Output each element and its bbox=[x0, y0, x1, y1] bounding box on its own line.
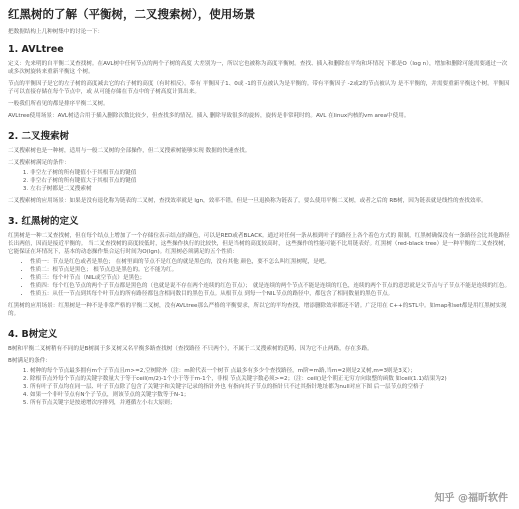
section-heading-bst: 2. 二叉搜索树 bbox=[8, 131, 70, 142]
list-item: 5. 所有节点关键字是按递增次序排列，并遵循左小右大原则； bbox=[30, 399, 511, 407]
article-title: 红黑树的了解（平衡树，二叉搜索树），使用场景 bbox=[8, 7, 256, 21]
paragraph: B树和平衡二叉树稍有不同的是B树属于多叉树又名平衡多路查找树（查找路径 不只两个），不属于二叉搜索树的范畴，因为它不止两路，存在多路。 bbox=[8, 346, 373, 352]
watermark: 知乎 @福昕软件 bbox=[432, 488, 511, 505]
list-item: 1. 非空左子树的所有键值小于其根节点的键值 bbox=[30, 169, 511, 177]
btree-conditions-list bbox=[8, 367, 511, 407]
paragraph: 红黑树的应用场景：红黑树是一种不是非常严格的平衡二叉树，没有AVLtree那么严格的平衡要求，所以它的平均查找，增添删除效率都还不错。广泛用在 C++的STL中。如map和set都是用红黑树实现的。 bbox=[8, 303, 507, 317]
paragraph: 二叉搜索树满足的条件： bbox=[8, 160, 70, 166]
paragraph: 红黑树是一种二叉查找树，但在每个结点上增加了一个存储位表示结点的颜色，可以是RED或者BLACK。通过对任何一条从根到叶子的路径上各个着色方式的 限制，红黑树确保没有一条路径会比其他路径长出两倍，因而是接近平衡的。 当二叉查找树的高度较低时，这些操作执行的比较快，但是当树的高度较高时， 这些操作的性能可能不比用链表好。红黑树（red-black tree）是一种平衡的二叉查找树，它能保证在坏情况下，基本的动态操作集合运行时间为O(lgn)。红黑树必须满足的五个性质： bbox=[8, 233, 510, 255]
section-heading-rbtree: 3. 红黑树的定义 bbox=[8, 216, 79, 227]
paragraph: 定义：先来明的自平衡二叉查找树。在AVL树中任何节点的两个子树的高度 大差别为一，所以它也被称为高度平衡树。查找、插入和删除在平均和坏情况 下都是O（log n），增加和删除可能需要通过一次或多次树旋转来重新平衡这 个树。 bbox=[8, 61, 508, 75]
paragraph: 节点的平衡因子是它的左子树的高度减去它的右子树的高度（有时相反）。带有 平衡因子1、0或 -1的节点被认为是平衡的。带有平衡因子 -2或2的节点被认为 是不平衡的，并需要重新平衡这个树。平衡因子可以直接存储在每个节点中，或 从可能存储在节点中的子树高度计算出来。 bbox=[8, 81, 510, 95]
list-item: 3. 左右子树都是二叉搜索树 bbox=[30, 185, 511, 193]
list-item: • 性质五：从任一节点到其每个叶节点的所有路径都包含相同数目的黑色节点。从根节点 到每一个NIL节点的路径中，都包含了相同数量的黑色节点。 bbox=[30, 290, 511, 298]
paragraph: 一般我们所看见的都是排序平衡二叉树。 bbox=[8, 101, 109, 107]
list-item: • 性质二：根节点是黑色； 根节点总是黑色的。它不能为红。 bbox=[30, 266, 511, 274]
list-item: 2. 除根节点外每个节点的关键字数量大于等于ceil(m/2)-1个小于等于m-1个，非根 节点关键字数必须>=2；（注：ceil()是个朝正无穷方向取整的函数 如ceil(1.1)结果为2) bbox=[30, 375, 511, 383]
list-item: • 性质四：每个红色节点的两个子节点都是黑色的（也就是说不存在两个连续的红色节点）； 就是连续的两个节点不能是连续的红色，连续的两个节点的意思就是父节点与子节点不能是连续的红色。 bbox=[30, 282, 511, 290]
list-item: • 性质一：节点是红色或者是黑色； 在树里面的节点不是红色的就是黑色的，没有其他 颜色，要不怎么叫红黑树呢，是吧。 bbox=[30, 258, 511, 266]
section-heading-btree: 4. B树定义 bbox=[8, 329, 58, 340]
list-item: 1. 树种的每个节点最多拥有m个子节点且m>=2,空树除外（注：m阶代表一个树节 点最多有多少个查找路径，m阶=m路,当m=2则是2叉树,m=3则是3叉）； bbox=[30, 367, 511, 375]
paragraph: B树满足的条件： bbox=[8, 358, 51, 364]
paragraph: 二叉搜索树的应用场景：如果是没有退化称为链表的二叉树，查找效率就是 lgn，效率不错，但是一旦退换称为链表了，要么使用平衡二叉树，或者之后的 RB树，因为链表就是线性的查找效率。 bbox=[8, 198, 487, 204]
list-item: 3. 所有叶子节点均在同一层、叶子节点除了包含了关键字和关键字记录的指针外也 有指向其子节点的指针只不过其指针地址都为null对应下图 后一层节点的空格子 bbox=[30, 383, 511, 391]
intro-text: 把数据结构上几种树集中的讨论一下： bbox=[8, 29, 104, 35]
list-item: 4. 如果一个非叶节点有N个子节点，则该节点的关键字数等于N-1； bbox=[30, 391, 511, 399]
paragraph: AVLtree使用场景：AVL树适合用于插入删除次数比较少，但查找多的情况。插入 删除导致很多的旋转，旋转是非常耗时的。AVL 在linux内核的vm area中使用。 bbox=[8, 113, 410, 119]
rbtree-properties-list bbox=[8, 258, 511, 298]
list-item: 2. 非空右子树的所有键值大于其根节点的键值 bbox=[30, 177, 511, 185]
section-heading-avltree: 1. AVLtree bbox=[8, 44, 64, 55]
list-item: • 性质三：每个叶节点（NIL或空节点）是黑色； bbox=[30, 274, 511, 282]
paragraph: 二叉搜索树也是一种树，适用与一般二叉树的全部操作，但二叉搜索树能够实现 数据的快速查找。 bbox=[8, 148, 251, 154]
bst-conditions-list bbox=[8, 169, 511, 193]
